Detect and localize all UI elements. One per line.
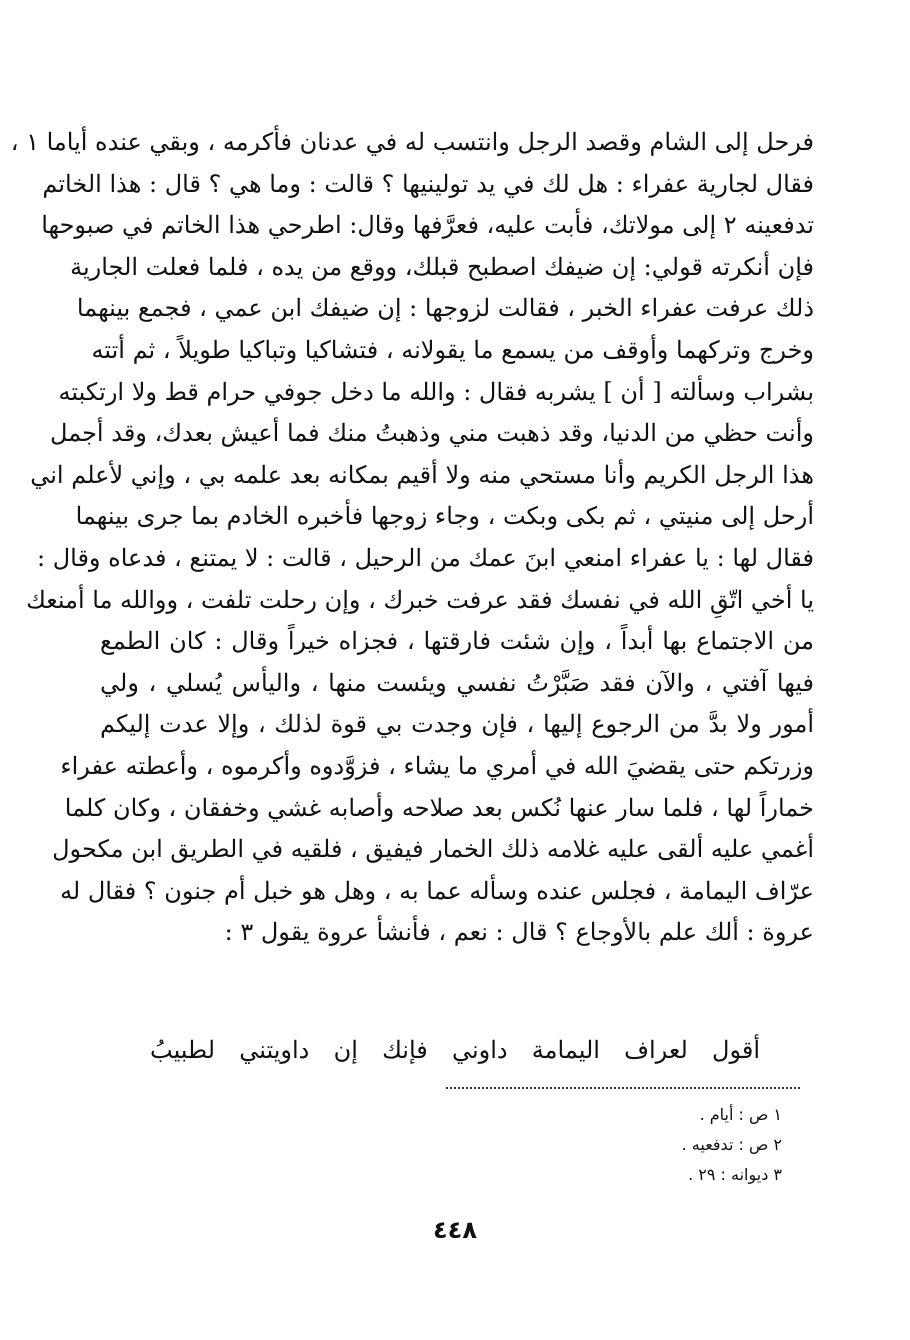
text-line: بشراب وسألته [ أن ] يشربه فقال : والله ما دخل جوفي حرام قط ولا ارتكبته [58, 377, 814, 406]
footnote-separator [446, 1087, 800, 1089]
text-line: عرّاف اليمامة ، فجلس عنده وسأله عما به ، وهل هو خبل أم جنون ؟ فقال له [60, 876, 814, 905]
text-line: فإن أنكرته قولي: إن ضيفك اصطبح قبلك، ووقع من يده ، فلما فعلت الجارية [70, 252, 814, 281]
text-line: فقال لها : يا عفراء امنعي ابنَ عمك من الرحيل ، قالت : لا يمتنع ، فدعاه وقال : [36, 543, 814, 572]
footnotes [422, 1100, 782, 1190]
footnote-item: ٣ ديوانه : ٢٩ . [688, 1165, 782, 1184]
text-line: فقال لجارية عفراء : هل لك في يد تولينيها ؟ قالت : وما هي ؟ قال : هذا الخاتم [42, 169, 814, 198]
footnote-item: ٢ ص : تدفعيه . [681, 1135, 782, 1154]
text-line: من الاجتماع بها أبداً ، وإن شئت فارقتها ، فجزاه خيراً وقال : كان الطمع [100, 627, 814, 656]
text-line: أرحل إلى منيتي ، ثم بكى وبكت ، وجاء زوجها فأخبره الخادم بما جرى بينهما [75, 502, 814, 531]
text-line: تدفعينه ٢ إلى مولاتك، فأبت عليه، فعرَّفها وقال: اطرحي هذا الخاتم في صبوحها [41, 211, 814, 240]
text-line: وأنت حظي من الدنيا، وقد ذهبت مني وذهبتُ منك فما أعيش بعدك، وقد أجمل [50, 419, 814, 448]
text-line: يا أخي اتّقِ الله في نفسك فقد عرفت خبرك ، وإن رحلت تلفت ، ووالله ما أمنعك [26, 585, 814, 614]
text-line: فرحل إلى الشام وقصد الرجل وانتسب له في عدنان فأكرمه ، وبقي عنده أياما ١ ، [10, 128, 814, 156]
main-text-block [10, 122, 814, 954]
text-line: أغمي عليه ألقى عليه غلامه ذلك الخمار فيفيق ، فلقيه في الطريق ابن مكحول [52, 835, 814, 864]
text-line: عروة : ألك علم بالأوجاع ؟ قال : نعم ، فأنشأ عروة يقول ٣ : [224, 918, 814, 947]
text-line: ذلك عرفت عفراء الخبر ، فقالت لزوجها : إن ضيفك ابن عمي ، فجمع بينهما [76, 294, 814, 323]
text-line: أمور ولا بدَّ من الرجوع إليها ، فإن وجدت بي قوة لذلك ، وإلا عدت إليكم [100, 710, 814, 739]
text-line: وزرتكم حتى يقضيَ الله في أمري ما يشاء ، فزوَّدوه وأكرموه ، وأعطته عفراء [60, 751, 814, 780]
page-number: ٤٤٨ [433, 1216, 477, 1244]
text-line: هذا الرجل الكريم وأنا مستحي منه ولا أقيم بمكانه بعد علمه بي ، وإني لأعلم اني [30, 460, 814, 489]
text-line: خماراً لها ، فلما سار عنها نُكس بعد صلاحه وأصابه غشي وخفقان ، وكان كلما [64, 793, 814, 822]
poetry-verse: أقول لعراف اليمامة داوني فإنك إن داويتني لطبيبُ [150, 1036, 760, 1064]
footnote-item: ١ ص : أيام . [699, 1105, 782, 1124]
text-line: وخرج وتركهما وأوقف من يسمع ما يقولانه ، فتشاكيا وتباكيا طويلاً ، ثم أتته [91, 335, 814, 364]
text-line: فيها آفتي ، والآن فقد صَبَّرْتُ نفسي ويئست منها ، واليأس يُسلي ، ولي [100, 668, 814, 697]
